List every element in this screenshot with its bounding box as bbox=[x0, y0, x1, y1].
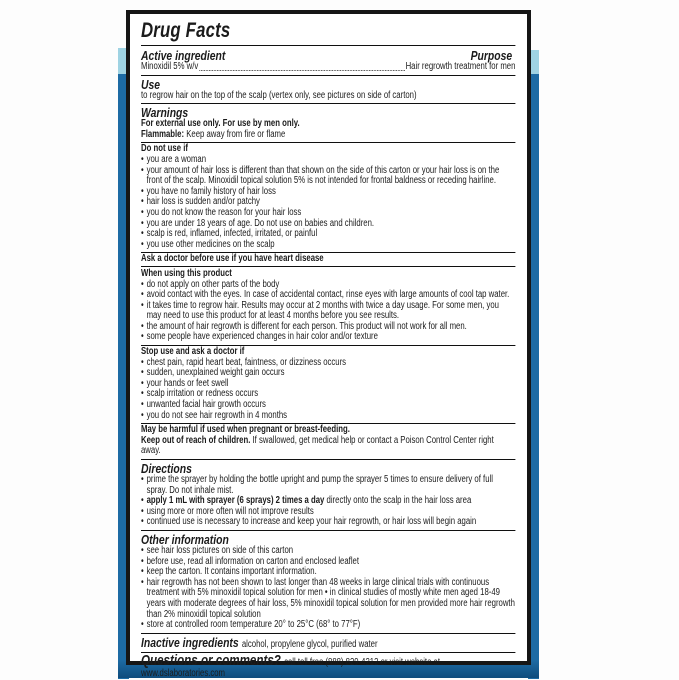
when-using-heading: When using this product bbox=[141, 267, 232, 279]
section-divider bbox=[141, 530, 515, 531]
active-ingredient-purpose: Hair regrowth treatment for men bbox=[405, 61, 516, 72]
flammable-text: Keep away from fire or flame bbox=[184, 128, 286, 140]
bullet-item: • see hair loss pictures on side of this carton bbox=[141, 546, 515, 557]
bullet-item: • you use other medicines on the scalp bbox=[141, 240, 515, 251]
keep-out-of-reach bbox=[141, 436, 515, 457]
active-ingredient-header-row bbox=[141, 48, 515, 62]
bullet-item: • you do not see hair regrowth in 4 months bbox=[141, 411, 515, 422]
bullet-item: • do not apply on other parts of the body bbox=[141, 280, 515, 291]
bullet-item: • chest pain, rapid heart beat, faintness, or dizziness occurs bbox=[141, 358, 515, 369]
bullet-item: • prime the sprayer by holding the bottle upright and pump the sprayer 5 times to ensure delivery of full spray. Do not inhale mist. bbox=[141, 475, 515, 496]
questions-heading: Questions or comments? bbox=[141, 653, 281, 670]
other-information-heading: Other information bbox=[141, 531, 229, 547]
active-ingredient-heading: Active ingredient bbox=[141, 48, 226, 63]
purpose-heading: Purpose bbox=[470, 48, 513, 63]
stop-use-heading: Stop use and ask a doctor if bbox=[141, 346, 245, 358]
bullet-item: • scalp irritation or redness occurs bbox=[141, 389, 515, 400]
subsection-divider bbox=[141, 142, 515, 143]
warnings-external-use: For external use only. For use by men only. bbox=[141, 118, 300, 130]
do-not-use-heading: Do not use if bbox=[141, 143, 188, 155]
inactive-ingredients-text: alcohol, propylene glycol, purified water bbox=[241, 638, 378, 650]
inactive-ingredients-heading: Inactive ingredients bbox=[141, 634, 239, 650]
section-divider bbox=[141, 45, 515, 46]
bullet-item: • the amount of hair regrowth is different for each person. This product will not work for all men. bbox=[141, 322, 515, 333]
keep-out-text: If swallowed, get medical help or contact a Poison Control Center right away. bbox=[141, 434, 494, 457]
drug-facts-title: Drug Facts bbox=[141, 19, 231, 42]
active-ingredient-row bbox=[141, 62, 515, 73]
section-divider bbox=[141, 75, 515, 76]
bullet-item: • you do not know the reason for your hair loss bbox=[141, 208, 515, 219]
questions-row bbox=[141, 655, 515, 679]
bullet-item: • it takes time to regrow hair. Results may occur at 2 months with twice a day usage. For some men, you may need to use this product for at least 4 months before you see results. bbox=[141, 301, 515, 322]
questions-text: call toll free (888) 829-4212 or visit website at www.dslaboratories.com bbox=[141, 657, 441, 679]
when-using-list bbox=[141, 280, 515, 344]
bullet-item: • hair regrowth has not been shown to last longer than 48 weeks in large clinical trials with continuous treatment with 5% minoxidil topical solution for men • in clinical studies of mostly white men aged 18-49 years with moderate degrees of hair loss, 5% minoxidil topical solution for men provided more hair regrowth than 2% minoxidil topical solution bbox=[141, 578, 515, 620]
section-divider bbox=[141, 633, 515, 634]
pregnancy-warning: May be harmful if used when pregnant or breast-feeding. bbox=[141, 424, 350, 436]
flammable-label: Flammable: bbox=[141, 128, 185, 140]
stop-use-list bbox=[141, 358, 515, 422]
bullet-item: • you are under 18 years of age. Do not use on babies and children. bbox=[141, 219, 515, 230]
bullet-item: • apply 1 mL with sprayer (6 sprays) 2 times a day directly onto the scalp in the hair loss area bbox=[141, 496, 515, 507]
drug-facts-panel bbox=[126, 10, 531, 679]
dotted-leader bbox=[199, 70, 405, 71]
bullet-item: • hair loss is sudden and/or patchy bbox=[141, 197, 515, 208]
section-divider bbox=[141, 459, 515, 460]
active-ingredient-name: Minoxidil 5% w/v bbox=[141, 61, 199, 72]
bullet-item: • scalp is red, inflamed, infected, irritated, or painful bbox=[141, 229, 515, 240]
bullet-item: • before use, read all information on carton and enclosed leaflet bbox=[141, 557, 515, 568]
section-divider bbox=[141, 103, 515, 104]
ask-doctor-heading: Ask a doctor before use if you have heart disease bbox=[141, 253, 324, 265]
other-information-list bbox=[141, 546, 515, 631]
do-not-use-list bbox=[141, 155, 515, 250]
bullet-item: • sudden, unexplained weight gain occurs bbox=[141, 368, 515, 379]
bullet-item: • using more or more often will not improve results bbox=[141, 507, 515, 518]
bullet-item: • store at controlled room temperature 20° to 25°C (68° to 77°F) bbox=[141, 620, 515, 631]
bullet-item: • you are a woman bbox=[141, 155, 515, 166]
keep-out-label: Keep out of reach of children. bbox=[141, 434, 251, 446]
bullet-item: • unwanted facial hair growth occurs bbox=[141, 400, 515, 411]
use-heading: Use bbox=[141, 76, 161, 92]
directions-list bbox=[141, 475, 515, 528]
bullet-item: • your amount of hair loss is different than that shown on the side of this carton or your hair loss is on the front of the scalp. Minoxidil topical solution 5% is not intended for frontal baldness or receding hairline. bbox=[141, 166, 515, 187]
bullet-item: • continued use is necessary to increase and keep your hair regrowth, or hair loss will begin again bbox=[141, 517, 515, 528]
drug-facts-content bbox=[141, 17, 515, 680]
use-text: to regrow hair on the top of the scalp (vertex only, see pictures on side of carton) bbox=[141, 89, 417, 101]
bullet-item: • some people have experienced changes in hair color and/or texture bbox=[141, 332, 515, 343]
bullet-item: • your hands or feet swell bbox=[141, 379, 515, 390]
warnings-flammable bbox=[141, 130, 515, 141]
directions-heading: Directions bbox=[141, 461, 192, 476]
warnings-heading: Warnings bbox=[141, 105, 189, 121]
bullet-item: • keep the carton. It contains important information. bbox=[141, 567, 515, 578]
bullet-item: • avoid contact with the eyes. In case of accidental contact, rinse eyes with large amounts of cool tap water. bbox=[141, 290, 515, 301]
bullet-item: • you have no family history of hair loss bbox=[141, 187, 515, 198]
inactive-ingredients-row bbox=[141, 636, 515, 651]
